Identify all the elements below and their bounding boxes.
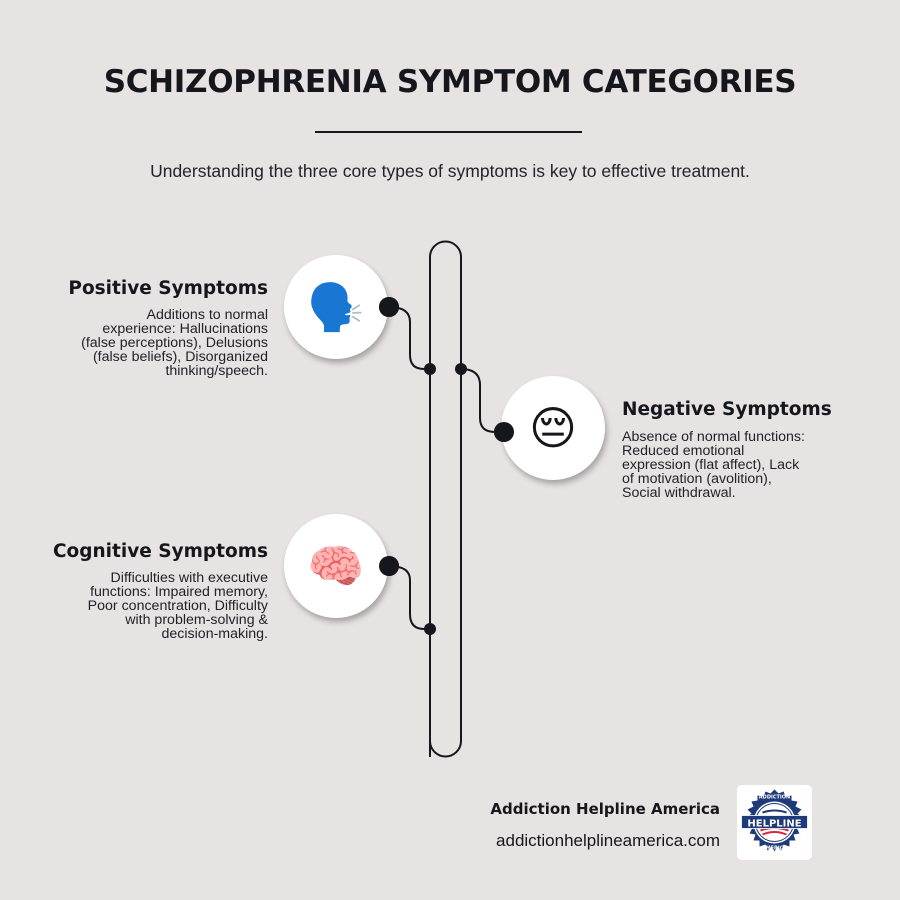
cognitive-symptoms-description: Difficulties with executive functions: Impaired memory, Poor concentration, Difficulty with problem-solving & decision-making. xyxy=(87,570,268,642)
helpline-seal-icon xyxy=(737,785,812,860)
svg-text:ADDICTION: ADDICTION xyxy=(758,794,791,801)
svg-text:HELPLINE: HELPLINE xyxy=(747,818,802,830)
positive-symptoms-description: Additions to normal experience: Hallucinations (false perceptions), Delusions (false beliefs), Disorganized thinking/speech. xyxy=(81,307,268,379)
negative-symptoms-description: Absence of normal functions: Reduced emotional expression (flat affect), Lack of motivation (avolition), Social withdrawal. xyxy=(622,429,805,501)
junction-dot xyxy=(424,623,436,635)
page-subtitle: Understanding the three core types of symptoms is key to effective treatment. xyxy=(150,161,750,181)
page-title: SCHIZOPHRENIA SYMPTOM CATEGORIES xyxy=(103,64,797,100)
helpline-logo xyxy=(737,785,812,860)
pensive-face-icon: 😔 xyxy=(501,376,605,480)
junction-dot xyxy=(424,363,436,375)
brand-url-link[interactable]: addictionhelplineamerica.com xyxy=(496,831,720,850)
cognitive-connector xyxy=(389,566,430,629)
positive-connector xyxy=(389,307,430,369)
junction-dot xyxy=(455,363,467,375)
negative-connector xyxy=(461,369,504,432)
central-loop-line xyxy=(430,241,461,757)
positive-symptoms-title: Positive Symptoms xyxy=(68,278,268,299)
negative-symptoms-title: Negative Symptoms xyxy=(622,399,832,420)
brain-icon: 🧠 xyxy=(284,514,388,618)
svg-text:AMERICA: AMERICA xyxy=(761,845,788,852)
brand-name: Addiction Helpline America xyxy=(490,800,720,818)
speaking-head-icon: 🗣️ xyxy=(284,255,388,359)
cognitive-symptoms-title: Cognitive Symptoms xyxy=(52,541,268,562)
